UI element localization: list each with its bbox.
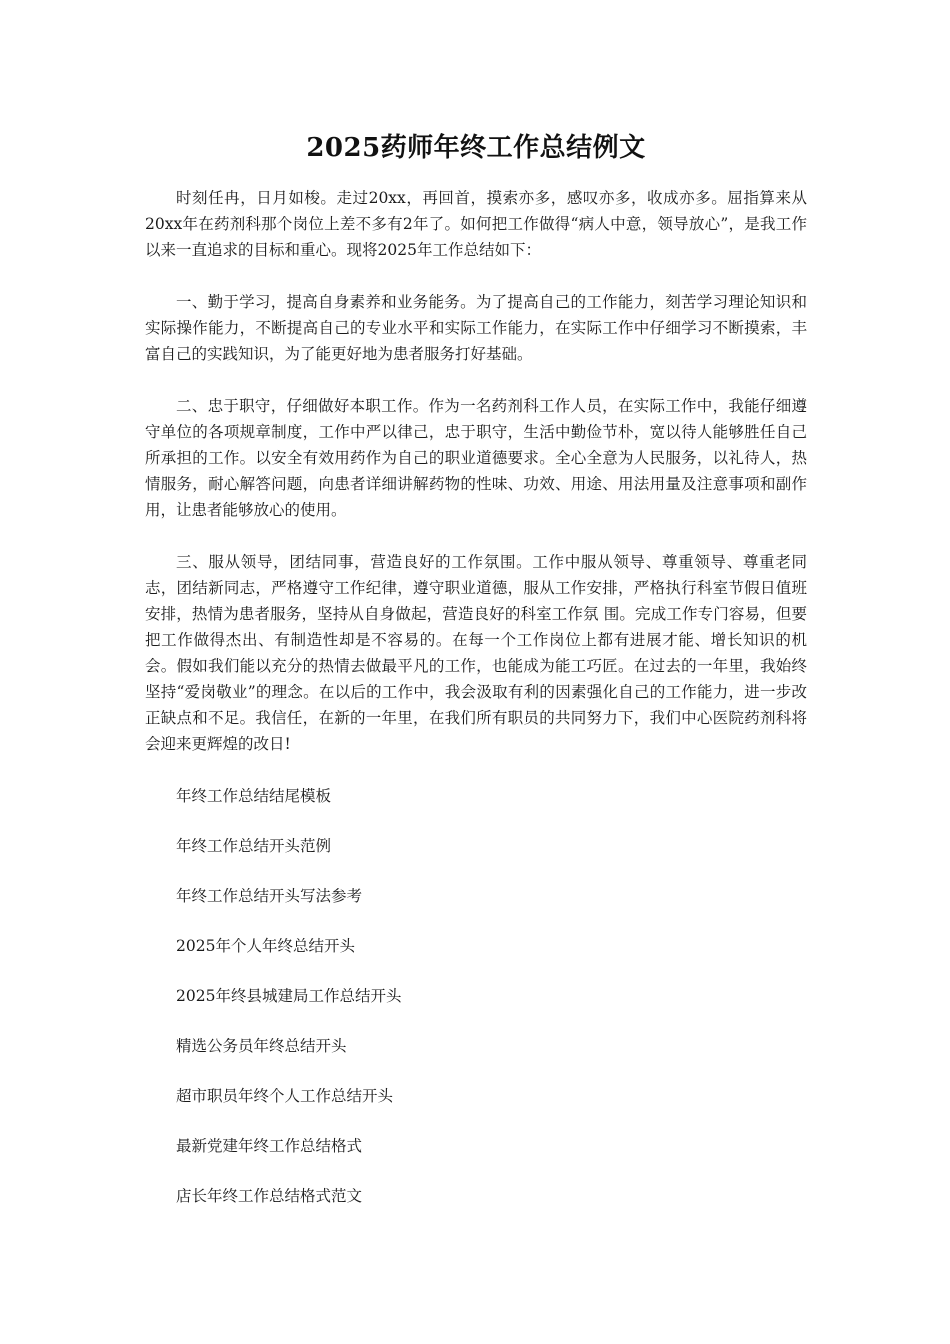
related-articles-list	[145, 783, 807, 1209]
section-one-paragraph: 一、勤于学习，提高自身素养和业务能务。为了提高自己的工作能力，刻苦学习理论知识和实际操作能力，不断提高自己的专业水平和实际工作能力，在实际工作中仔细学习不断摸索，丰富自己的实践知识，为了能更好地为患者服务打好基础。	[145, 293, 807, 363]
intro-paragraph: 时刻任冉，日月如梭。走过20xx，再回首，摸索亦多，感叹亦多，收成亦多。屈指算来从20xx年在药剂科那个岗位上差不多有2年了。如何把工作做得“病人中意，领导放心”，是我工作以来一直追求的目标和重心。现将2025年工作总结如下：	[145, 189, 807, 259]
related-article-link[interactable]: 精选公务员年终总结开头	[176, 1037, 347, 1055]
related-article-link[interactable]: 年终工作总结结尾模板	[176, 787, 332, 805]
related-article-link[interactable]: 年终工作总结开头写法参考	[176, 887, 363, 905]
document-title: 2025药师年终工作总结例文	[306, 133, 646, 163]
section-three-paragraph: 三、服从领导，团结同事，营造良好的工作氛围。工作中服从领导、尊重领导、尊重老同志，团结新同志，严格遵守工作纪律，遵守职业道德，服从工作安排，严格执行科室节假日值班安排，热情为患者服务，坚持从自身做起，营造良好的科室工作氛 围。完成工作专门容易，但要把工作做得杰出、有制造性却是不容易的。在每一个工作岗位上都有进展才能、增长知识的机会。假如我们能以充分的热情去做最平凡的工作，也能成为能工巧匠。在过去的一年里，我始终坚持“爱岗敬业”的理念。在以后的工作中，我会汲取有利的因素强化自己的工作能力，进一步改正缺点和不足。我信任，在新的一年里，在我们所有职员的共同努力下，我们中心医院药剂科将会迎来更辉煌的改日!	[145, 553, 807, 753]
related-article-link[interactable]: 2025年个人年终总结开头	[176, 937, 355, 955]
related-article-link[interactable]: 店长年终工作总结格式范文	[176, 1187, 363, 1205]
related-article-link[interactable]: 最新党建年终工作总结格式	[176, 1137, 363, 1155]
section-two-paragraph: 二、忠于职守，仔细做好本职工作。作为一名药剂科工作人员，在实际工作中，我能仔细遵守单位的各项规章制度，工作中严以律己，忠于职守，生活中勤俭节朴，宽以待人能够胜任自己所承担的工作。以安全有效用药作为自己的职业道德要求。全心全意为人民服务，以礼待人，热情服务，耐心解答问题，向患者详细讲解药物的性味、功效、用途、用法用量及注意事项和副作用，让患者能够放心的使用。	[145, 397, 807, 519]
document-page	[145, 128, 807, 1233]
related-article-link[interactable]: 年终工作总结开头范例	[176, 837, 332, 855]
related-article-link[interactable]: 超市职员年终个人工作总结开头	[176, 1087, 394, 1105]
related-article-link[interactable]: 2025年终县城建局工作总结开头	[176, 987, 402, 1005]
